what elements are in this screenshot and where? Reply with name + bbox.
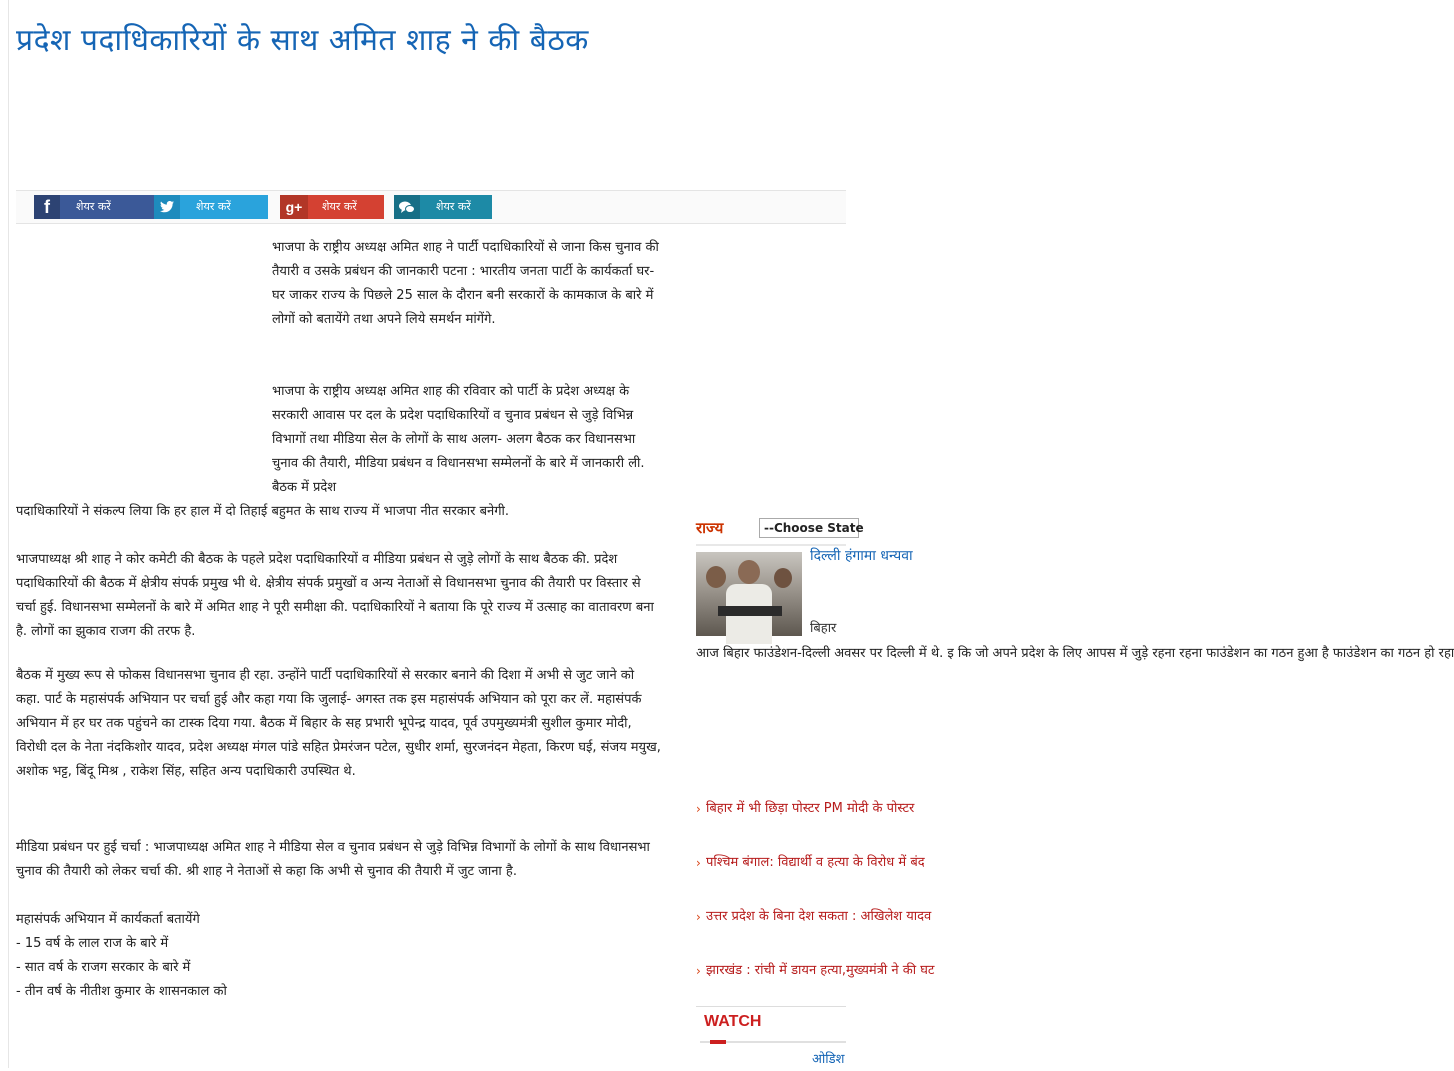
state-select[interactable]: --Choose State xyxy=(759,518,859,538)
sidebar: राज्य --Choose State दिल्ली हंगामा धन्यवा बिहार आज बिहार फाउंडेशन-दिल्ली अवसर पर दिल्ली में थे. इ कि जो अपने प्रदेश के लिए आपस में जुड़े रहना रहना फाउंडेशन का गठन हुआ है फाउंडेशन का गठन हो रहा › बिहार में भी छिड़ा पोस्टर PM मोदी के पोस्टर › पश्चिम बंगाल: विद्यार्थी व हत्या के विरोध में बंद › उत्तर प्रदेश के बिना देश सकता : अखिलेश यादव › झारखंड : रांची में डायन हत्या,मुख्यमंत्री ने की घट WATCH ओडिश xyxy=(696,510,846,1068)
googleplus-icon: g+ xyxy=(280,195,308,219)
comment-share-label: शेयर करें xyxy=(436,200,471,213)
article-paragraph: मीडिया प्रबंधन पर हुई चर्चा : भाजपाध्यक्ष अमित शाह ने मीडिया सेल व चुनाव प्रबंधन से जुड़े विभिन्न विभागों के लोगों के साथ विधानसभा चुनाव की तैयारी को लेकर चर्चा की. श्री शाह ने नेताओं से कहा कि अभी से चुनाव की तैयारी में जुट जाना है. xyxy=(16,840,650,879)
share-bar xyxy=(16,190,846,224)
article-paragraph: भाजपा के राष्ट्रीय अध्यक्ष अमित शाह की रविवार को पार्टी के प्रदेश अध्यक्ष के सरकारी आवास पर दल के प्रदेश पदाधिकारियों व चुनाव प्रबंधन से जुड़े विभिन्न विभागों तथा मीडिया सेल के लोगों के साथ अलग- अलग बैठक कर विधानसभा चुनाव की तैयारी, मीडिया प्रबंधन व विधानसभा सम्मेलनों के बारे में जानकारी ली. बैठक में प्रदेश xyxy=(272,384,645,495)
googleplus-share-button[interactable] xyxy=(280,195,384,219)
list-item: - 15 वर्ष के लाल राज के बारे में xyxy=(16,936,169,951)
chevron-right-icon: › xyxy=(696,802,701,816)
facebook-share-label: शेयर करें xyxy=(76,200,111,213)
article-paragraph: पदाधिकारियों ने संकल्प लिया कि हर हाल में दो तिहाई बहुमत के साथ राज्य में भाजपा नीत सरकार बनेगी. xyxy=(16,504,510,519)
article-paragraph: भाजपा के राष्ट्रीय अध्यक्ष अमित शाह ने पार्टी पदाधिकारियों से जाना किस चुनाव की तैयारी व उसके प्रबंधन की जानकारी पटना : भारतीय जनता पार्टी के कार्यकर्ता घर- घर जाकर राज्य के पिछले 25 साल के दौरान बनी सरकारों के कामकाज के बारे में लोगों को बतायेंगे तथा अपने लिये समर्थन मांगेंगे. xyxy=(272,240,659,327)
chevron-right-icon: › xyxy=(696,910,701,924)
article-paragraph: भाजपाध्यक्ष श्री शाह ने कोर कमेटी की बैठक के पहले प्रदेश पदाधिकारियों व मीडिया प्रबंधन से जुड़े लोगों के साथ बैठक की. प्रदेश पदाधिकारियों की बैठक में क्षेत्रीय संपर्क प्रमुख भी थे. क्षेत्रीय संपर्क प्रमुखों व अन्य नेताओं से विधानसभा चुनाव की तैयारी पर विस्तार से चर्चा हुई. विधानसभा सम्मेलनों के बारे में अमित शाह ने पूरी समीक्षा की. पदाधिकारियों ने बताया कि पूरे राज्य में उत्साह का वातावरण बना है. लोगों का झुकाव राजग की तरफ है. xyxy=(16,552,654,639)
state-filter xyxy=(696,514,864,540)
twitter-icon xyxy=(154,195,180,219)
watch-indicator xyxy=(710,1040,726,1044)
list-item: - सात वर्ष के राजग सरकार के बारे में xyxy=(16,960,191,975)
featured-news-description: आज बिहार फाउंडेशन-दिल्ली अवसर पर दिल्ली में थे. इ कि जो अपने प्रदेश के लिए आपस में जुड़े रहना रहना फाउंडेशन का गठन हुआ है फाउंडेशन का गठन हो रहा xyxy=(696,646,1454,661)
left-border xyxy=(8,0,9,1068)
chevron-right-icon: › xyxy=(696,964,701,978)
list-item: - तीन वर्ष के नीतीश कुमार के शासनकाल को xyxy=(16,984,227,999)
twitter-share-label: शेयर करें xyxy=(196,200,231,213)
state-section-label: राज्य xyxy=(696,519,724,537)
featured-news-title[interactable]: दिल्ली हंगामा धन्यवा xyxy=(810,548,913,564)
facebook-icon: f xyxy=(34,195,60,219)
speech-bubble-icon xyxy=(394,195,420,219)
featured-news-image[interactable] xyxy=(696,552,802,636)
watch-item-link[interactable]: ओडिश xyxy=(812,1052,845,1067)
list-heading: महासंपर्क अभियान में कार्यकर्ता बतायेंगे xyxy=(16,912,200,927)
featured-news-category: बिहार xyxy=(810,621,837,636)
comment-share-button[interactable] xyxy=(394,195,492,219)
facebook-share-button[interactable] xyxy=(34,195,162,219)
article-paragraph: बैठक में मुख्य रूप से फोकस विधानसभा चुनाव ही रहा. उन्होंने पार्टी पदाधिकारियों से सरकार बनाने की दिशा में अभी से जुट जाने को कहा. पार्ट के महासंपर्क अभियान पर चर्चा हुई और कहा गया कि जुलाई- अगस्त तक इस महासंपर्क अभियान को पूरा कर लें. महासंपर्क अभियान में हर घर तक पहुंचने का टास्क दिया गया. बैठक में बिहार के सह प्रभारी भूपेन्द्र यादव, पूर्व उपमुख्यमंत्री सुशील कुमार मोदी, विरोधी दल के नेता नंदकिशोर यादव, प्रदेश अध्यक्ष मंगल पांडे सहित प्रेमरंजन पटेल, सुधीर शर्मा, सुरजनंदन मेहता, किरण घई, संजय मयुख, अशोक भट्ट, बिंदू मिश्र , राकेश सिंह, सहित अन्य पदाधिकारी उपस्थित थे. xyxy=(16,668,661,779)
watch-heading: WATCH xyxy=(704,1013,762,1030)
twitter-share-button[interactable] xyxy=(154,195,268,219)
article-title: प्रदेश पदाधिकारियों के साथ अमित शाह ने की बैठक xyxy=(16,23,589,58)
googleplus-share-label: शेयर करें xyxy=(322,200,357,213)
chevron-right-icon: › xyxy=(696,856,701,870)
watch-section xyxy=(696,1006,846,1071)
